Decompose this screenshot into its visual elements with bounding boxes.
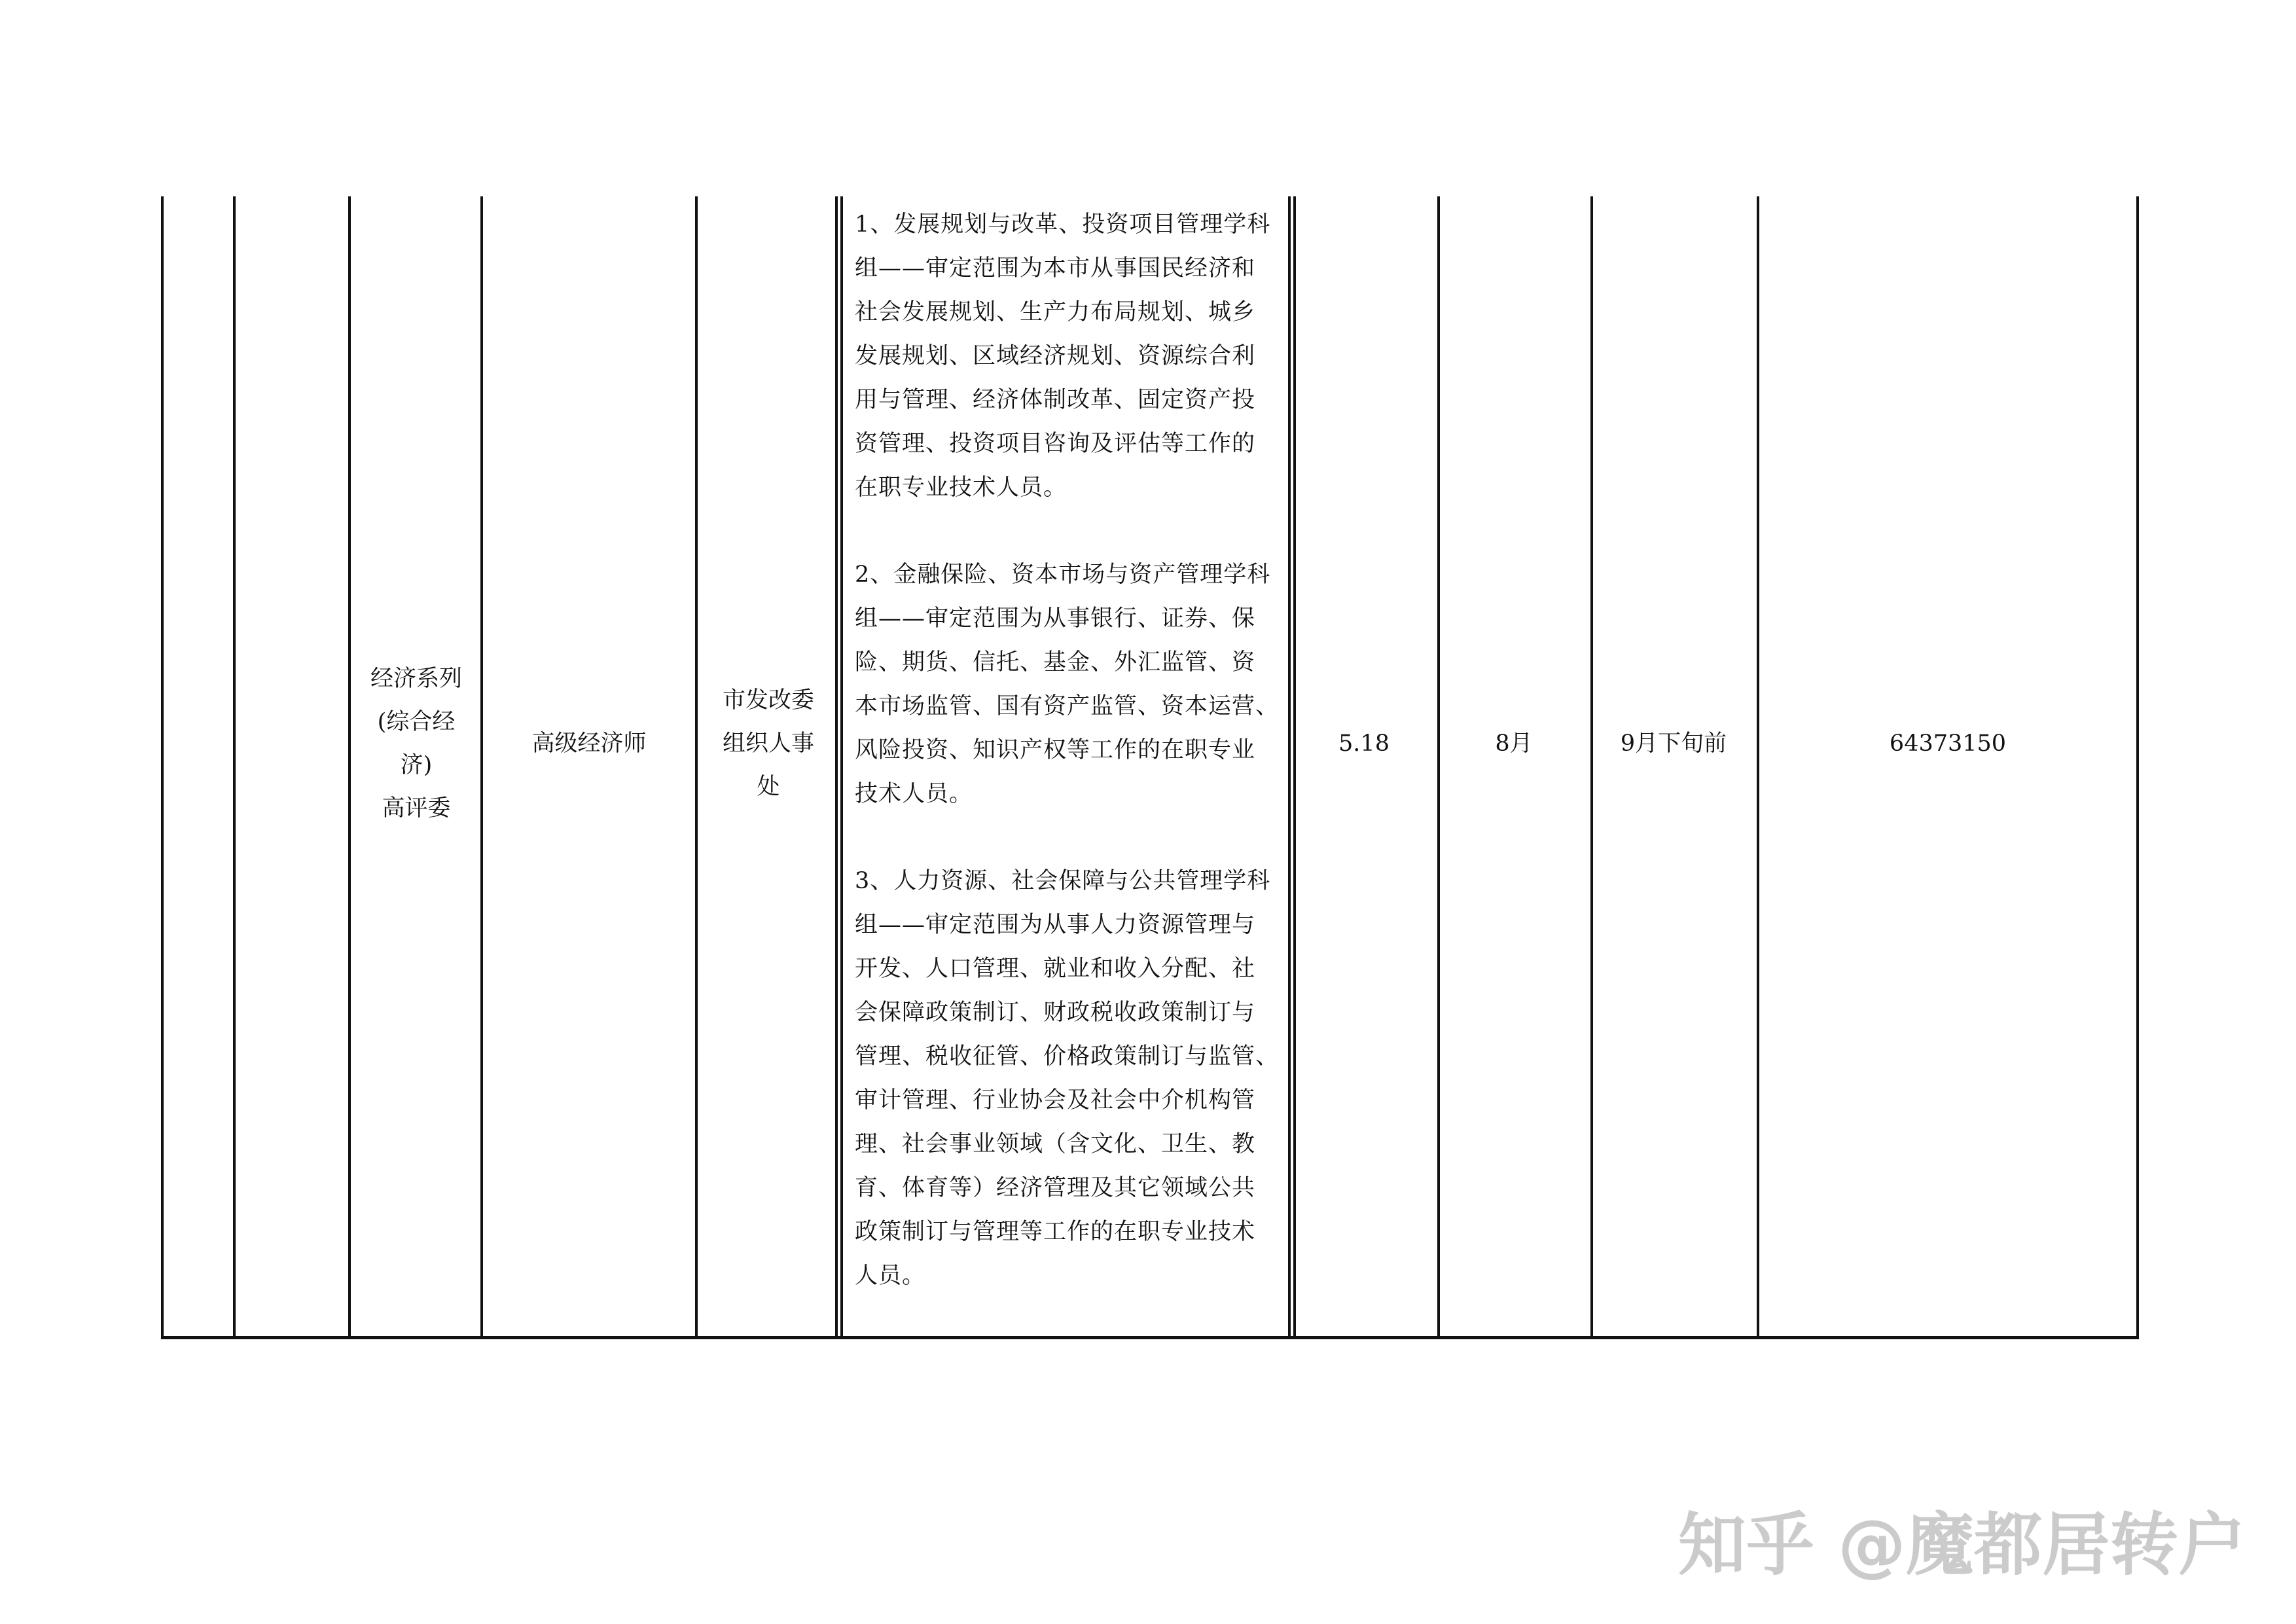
scope-line: 资管理、投资项目咨询及评估等工作的 — [855, 431, 1256, 457]
phone-cell: 64373150 — [1889, 731, 2007, 757]
watermark: 知乎 @魔都居转户 — [1677, 1505, 2246, 1585]
scope-line: 开发、人口管理、就业和收入分配、社 — [855, 956, 1256, 982]
column-divider — [1757, 196, 1759, 1339]
scope-line: 技术人员。 — [855, 781, 973, 807]
scope-line: 风险投资、知识产权等工作的在职专业 — [855, 737, 1256, 763]
scope-line: 险、期货、信托、基金、外汇监管、资 — [855, 649, 1256, 676]
committee-line: 经济系列 — [370, 666, 463, 692]
department-line: 市发改委 — [722, 687, 815, 713]
committee-line: 济) — [400, 752, 433, 778]
column-divider — [1293, 196, 1296, 1339]
scope-line: 本市场监管、国有资产监管、资本运营、 — [855, 693, 1280, 719]
month-cell: 8月 — [1495, 731, 1533, 757]
department-line: 处 — [757, 774, 780, 800]
scope-paragraph — [855, 203, 1287, 510]
scope-line: 3、人力资源、社会保障与公共管理学科 — [855, 868, 1271, 894]
committee-cell — [370, 657, 462, 830]
column-divider — [348, 196, 351, 1339]
column-divider — [233, 196, 236, 1339]
scope-line: 用与管理、经济体制改革、固定资产投 — [855, 387, 1256, 413]
committee-line: 高评委 — [382, 795, 451, 821]
scope-line: 育、体育等）经济管理及其它领域公共 — [855, 1175, 1256, 1201]
scope-line: 在职专业技术人员。 — [855, 475, 1067, 501]
column-divider — [1288, 196, 1291, 1339]
scope-paragraph — [855, 859, 1287, 1298]
scope-line: 审计管理、行业协会及社会中介机构管 — [855, 1087, 1256, 1113]
scope-line: 发展规划、区域经济规划、资源综合利 — [855, 343, 1256, 369]
scope-line: 组——审定范围为从事人力资源管理与 — [855, 912, 1256, 938]
scope-line: 理、社会事业领域（含文化、卫生、教 — [855, 1131, 1256, 1157]
column-divider — [1437, 196, 1440, 1339]
scope-line: 2、金融保险、资本市场与资产管理学科 — [855, 562, 1271, 588]
department-cell — [723, 679, 814, 808]
scope-line: 社会发展规划、生产力布局规划、城乡 — [855, 299, 1256, 325]
column-divider — [835, 196, 838, 1339]
title-level-cell: 高级经济师 — [531, 731, 647, 757]
deadline-cell: 9月下旬前 — [1620, 731, 1727, 757]
department-line: 组织人事 — [722, 731, 815, 757]
committee-line: (综合经 — [377, 709, 456, 735]
scope-line: 管理、税收征管、价格政策制订与监管、 — [855, 1043, 1280, 1070]
scope-line: 1、发展规划与改革、投资项目管理学科 — [855, 211, 1271, 238]
scope-line: 政策制订与管理等工作的在职专业技术 — [855, 1219, 1256, 1245]
column-divider — [1590, 196, 1593, 1339]
scope-line: 组——审定范围为从事银行、证券、保 — [855, 605, 1256, 632]
review-scope-cell — [855, 203, 1287, 1341]
scope-line: 人员。 — [855, 1263, 926, 1289]
start-date-cell: 5.18 — [1338, 731, 1390, 757]
scope-line: 会保障政策制订、财政税收政策制订与 — [855, 1000, 1256, 1026]
column-divider — [480, 196, 483, 1339]
column-divider — [695, 196, 698, 1339]
scope-paragraph — [855, 553, 1287, 816]
scope-line: 组——审定范围为本市从事国民经济和 — [855, 255, 1256, 281]
column-divider — [840, 196, 843, 1339]
